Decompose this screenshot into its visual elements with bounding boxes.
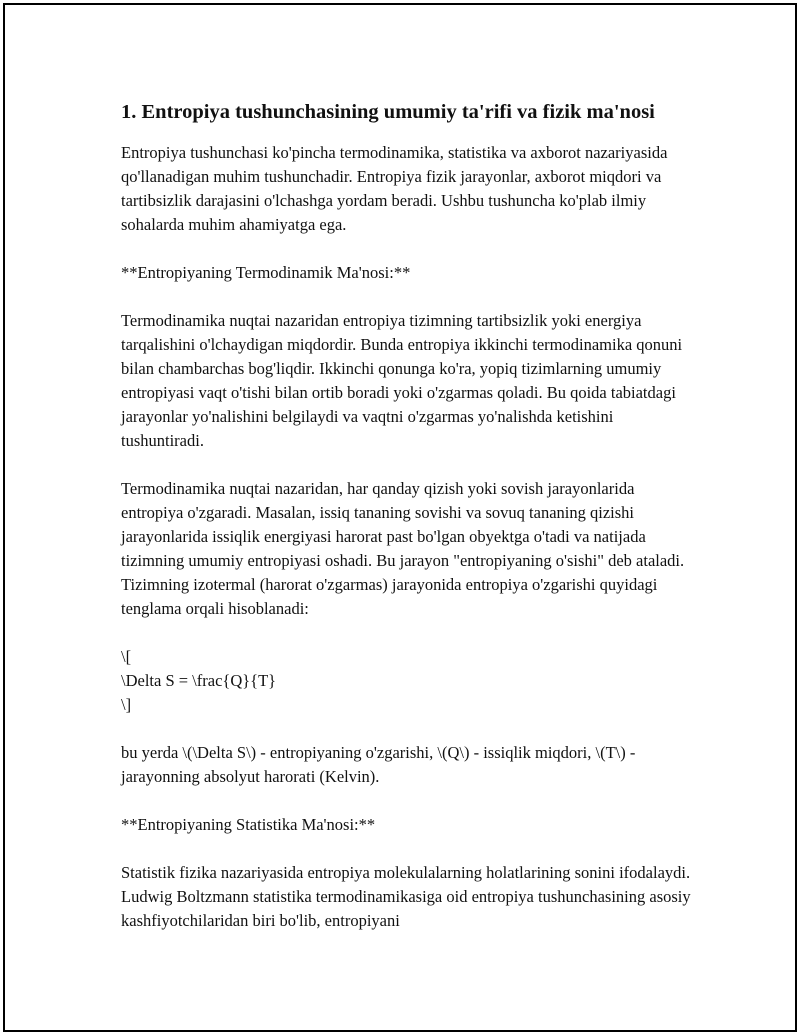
formula-explanation: bu yerda \(\Delta S\) - entropiyaning o'zgarishi, \(Q\) - issiqlik miqdori, \(T\) - jarayonning absolyut harorati (Kelvin). [121,743,636,786]
document-body [121,95,691,933]
thermodynamic-heading: **Entropiyaning Termodinamik Ma'nosi:** [121,263,411,282]
entropy-formula [121,645,691,717]
formula-open: \[ [121,647,132,666]
statistical-heading: **Entropiyaning Statistika Ma'nosi:** [121,815,376,834]
formula-body: \Delta S = \frac{Q}{T} [121,671,277,690]
section-title: 1. Entropiya tushunchasining umumiy ta'rifi va fizik ma'nosi [121,101,655,123]
thermodynamic-paragraph-1: Termodinamika nuqtai nazaridan entropiya tizimning tartibsizlik yoki energiya tarqalishini o'lchaydigan miqdordir. Bunda entropiya ikkinchi termodinamika qonuni bilan chambarchas bog'liqdir. Ikkinchi qonunga ko'ra, yopiq tizimlarning umumiy entropiyasi vaqt o'tishi bilan ortib boradi yoki o'zgarmas qoladi. Bu qoida tabiatdagi jarayonlar yo'nalishini belgilaydi va vaqtni o'zgarmas yo'nalishda ketishini tushuntiradi. [121,311,683,450]
page [3,3,797,1032]
intro-paragraph: Entropiya tushunchasi ko'pincha termodinamika, statistika va axborot nazariyasida qo'llanadigan muhim tushunchadir. Entropiya fizik jarayonlar, axborot miqdori va tartibsizlik darajasini o'lchashga yordam beradi. Ushbu tushuncha ko'plab ilmiy sohalarda muhim ahamiyatga ega. [121,143,668,234]
formula-close: \] [121,695,132,714]
thermodynamic-paragraph-2: Termodinamika nuqtai nazaridan, har qanday qizish yoki sovish jarayonlarida entropiya o'zgaradi. Masalan, issiq tananing sovishi va sovuq tananing qizishi jarayonlarida issiqlik energiyasi harorat past bo'lgan obyektga o'tadi va natijada tizimning umumiy entropiyasi oshadi. Bu jarayon "entropiyaning o'sishi" deb ataladi. Tizimning izotermal (harorat o'zgarmas) jarayonida entropiya o'zgarishi quyidagi tenglama orqali hisoblanadi: [121,479,685,618]
statistical-paragraph-1: Statistik fizika nazariyasida entropiya molekulalarning holatlarining sonini ifodalaydi. Ludwig Boltzmann statistika termodinamikasiga oid entropiya tushunchasining asosiy kashfiyotchilaridan biri bo'lib, entropiyani [121,863,691,930]
